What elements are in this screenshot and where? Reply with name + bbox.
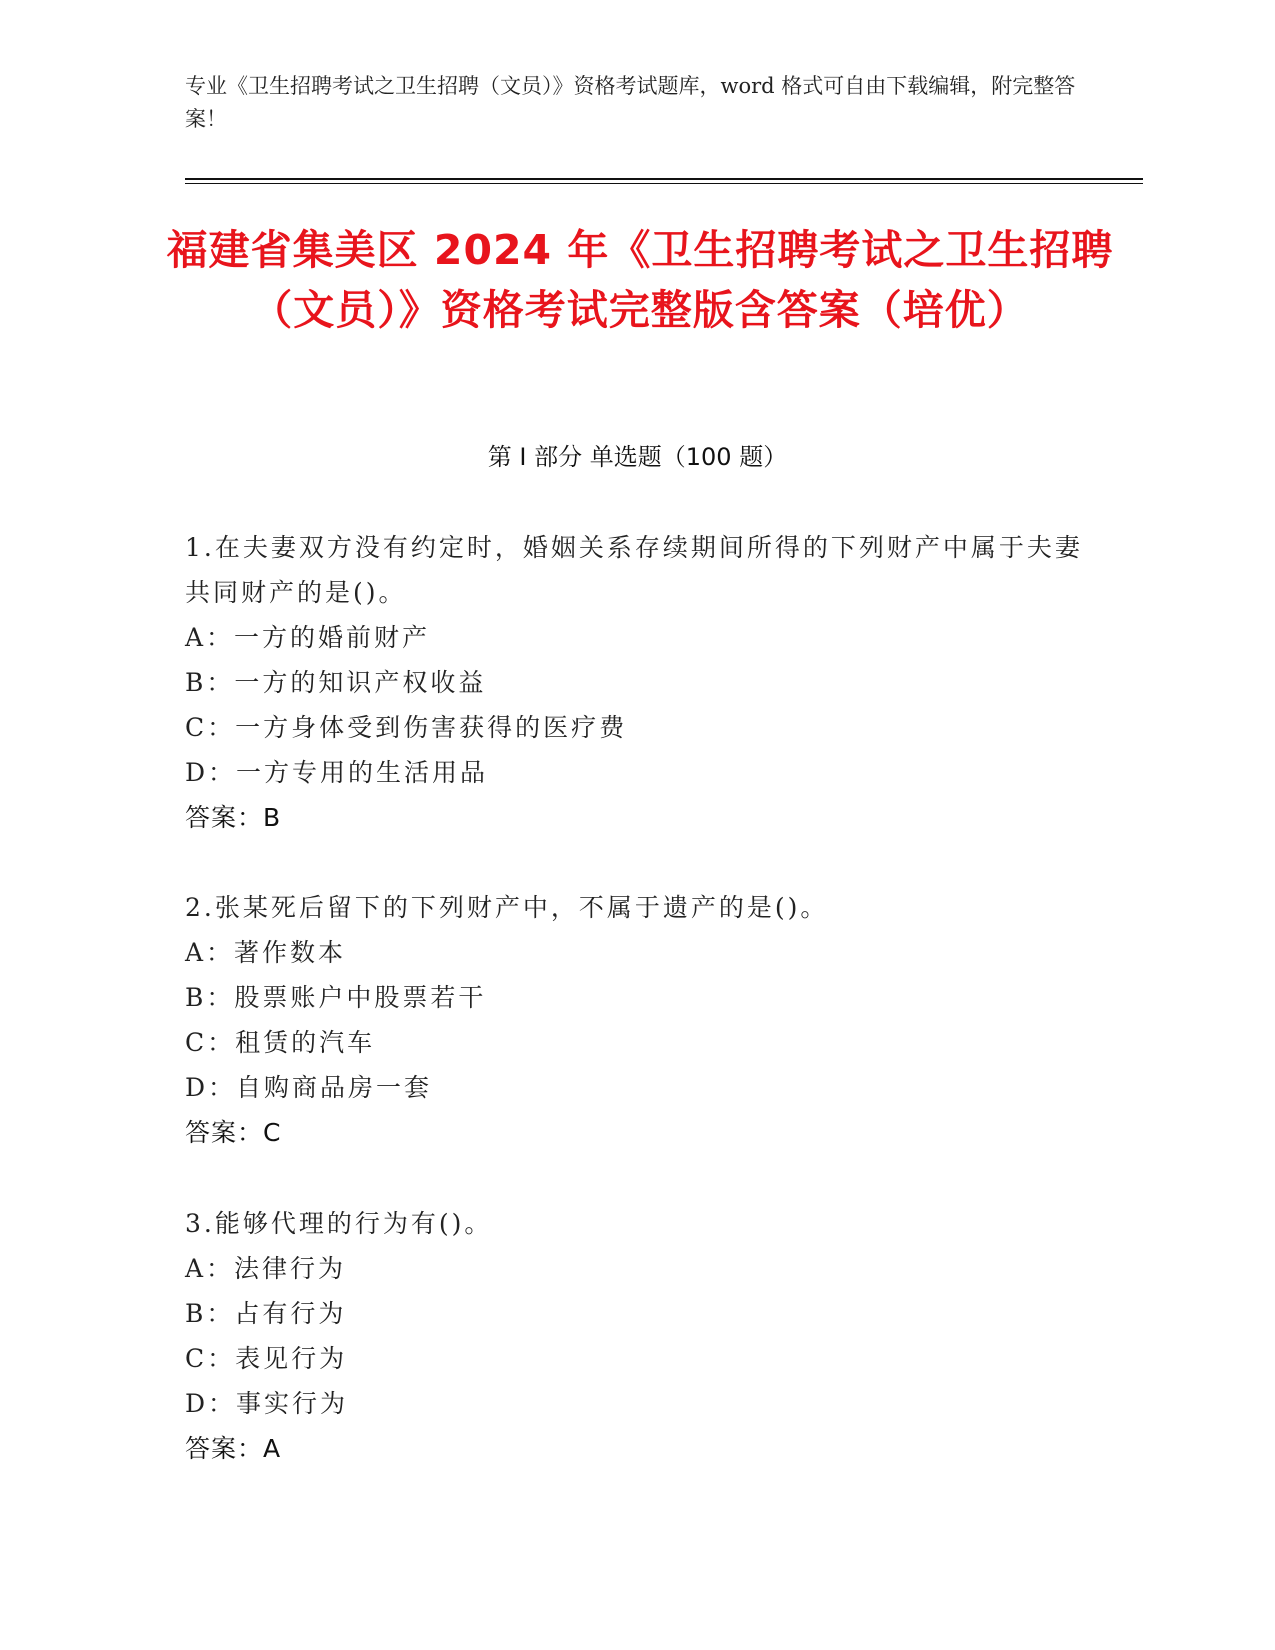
question-block [185, 1201, 1085, 1471]
option-c: C：表见行为 [185, 1344, 348, 1373]
option-c: C：一方身体受到伤害获得的医疗费 [185, 713, 628, 742]
option-d: D：事实行为 [185, 1389, 349, 1418]
option-a: A：法律行为 [185, 1254, 347, 1283]
option-d: D：自购商品房一套 [185, 1073, 433, 1102]
header-note: 专业《卫生招聘考试之卫生招聘（文员）》资格考试题库，word 格式可自由下载编辑，附完整答案！ [185, 74, 1076, 131]
header-divider-thin [185, 183, 1143, 184]
answer-line: 答案：A [185, 1434, 282, 1463]
section-heading: 第 I 部分 单选题（100 题） [487, 443, 788, 471]
option-b: B：股票账户中股票若干 [185, 983, 487, 1012]
document-title: 福建省集美区 2024 年《卫生招聘考试之卫生招聘（文员）》资格考试完整版含答案（培优） [166, 226, 1114, 334]
answer-line: 答案：C [185, 1118, 282, 1147]
option-b: B：一方的知识产权收益 [185, 668, 487, 697]
option-c: C：租赁的汽车 [185, 1028, 376, 1057]
answer-line: 答案：B [185, 803, 282, 832]
option-a: A：一方的婚前财产 [185, 623, 431, 652]
question-stem: 2.张某死后留下的下列财产中，不属于遗产的是()。 [185, 893, 829, 922]
question-block [185, 885, 1085, 1155]
option-a: A：著作数本 [185, 938, 347, 967]
option-d: D：一方专用的生活用品 [185, 758, 489, 787]
header-divider [185, 178, 1143, 180]
question-block [185, 525, 1085, 840]
question-stem: 1.在夫妻双方没有约定时，婚姻关系存续期间所得的下列财产中属于夫妻共同财产的是()。 [185, 533, 1083, 607]
option-b: B：占有行为 [185, 1299, 347, 1328]
question-stem: 3.能够代理的行为有()。 [185, 1209, 493, 1238]
